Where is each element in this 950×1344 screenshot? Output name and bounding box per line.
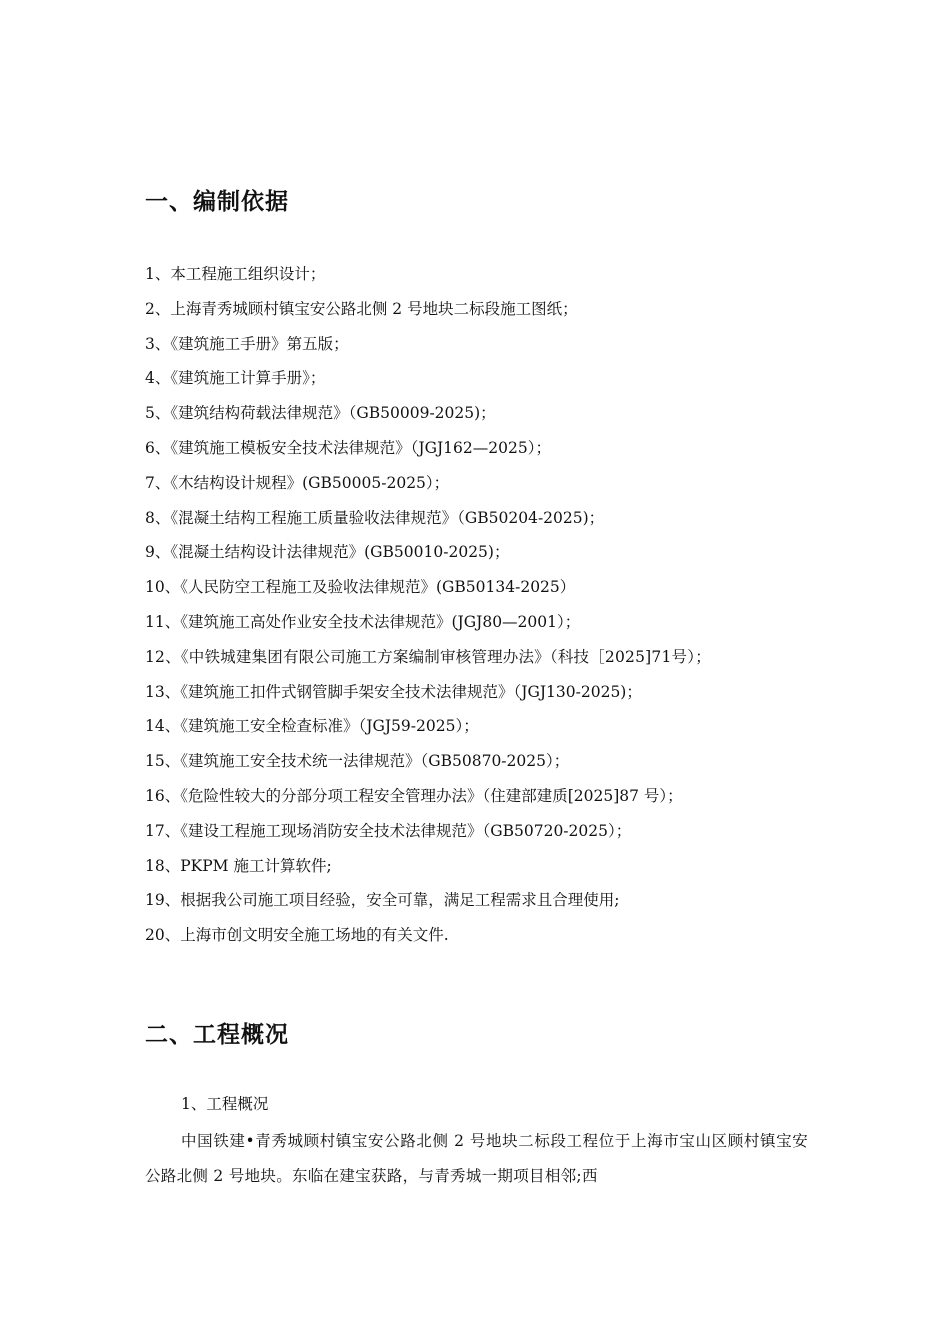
list-item: 14、《建筑施工安全检查标准》（JGJ59-2025）； (145, 717, 479, 736)
list-item: 13、《建筑施工扣件式钢管脚手架安全技术法律规范》（JGJ130-2025)； (145, 682, 642, 701)
list-item: 11、《建筑施工高处作业安全技术法律规范》(JGJ80—2001）； (145, 612, 581, 631)
list-item: 19、根据我公司施工项目经验，安全可靠，满足工程需求且合理使用; (145, 891, 620, 910)
list-item: 4、《建筑施工计算手册》； (145, 369, 326, 388)
list-item: 2、上海青秀城顾村镇宝安公路北侧 2 号地块二标段施工图纸； (145, 299, 578, 318)
list-item: 18、PKPM 施工计算软件; (145, 856, 332, 875)
list-item: 12、《中铁城建集团有限公司施工方案编制审核管理办法》（科技［2025]71号）； (145, 647, 711, 666)
list-item: 15、《建筑施工安全技术统一法律规范》（GB50870-2025）； (145, 752, 570, 771)
list-item: 8、《混凝土结构工程施工质量验收法律规范》（GB50204-2025)； (145, 508, 605, 527)
list-item: 1、本工程施工组织设计； (145, 265, 326, 283)
section-heading-overview: 二、工程概况 (145, 1022, 289, 1048)
list-item: 20、上海市创文明安全施工场地的有关文件. (145, 926, 449, 945)
list-item: 9、《混凝土结构设计法律规范》(GB50010-2025)； (145, 543, 510, 562)
list-item: 6、《建筑施工模板安全技术法律规范》（JGJ162—2025）； (145, 438, 551, 457)
basis-list (145, 257, 815, 953)
list-item: 7、《木结构设计规程》(GB50005-2025）； (145, 473, 450, 492)
subsection-heading: 1、工程概况 (181, 1095, 269, 1113)
list-item: 3、《建筑施工手册》第五版； (145, 334, 349, 353)
list-item: 16、《危险性较大的分部分项工程安全管理办法》（住建部建质[2025]87 号）； (145, 786, 683, 805)
list-item: 10、《人民防空工程施工及验收法律规范》(GB50134-2025） (145, 578, 576, 597)
list-item: 17、《建设工程施工现场消防安全技术法律规范》（GB50720-2025）； (145, 821, 632, 840)
overview-paragraph: 中国铁建•青秀城顾村镇宝安公路北侧 2 号地块二标段工程位于上海市宝山区顾村镇宝安公路北侧 2 号地块。东临在建宝获路，与青秀城一期项目相邻;西 (145, 1132, 808, 1185)
list-item: 5、《建筑结构荷载法律规范》（GB50009-2025)； (145, 404, 496, 423)
section-heading-basis: 一、编制依据 (145, 189, 289, 215)
